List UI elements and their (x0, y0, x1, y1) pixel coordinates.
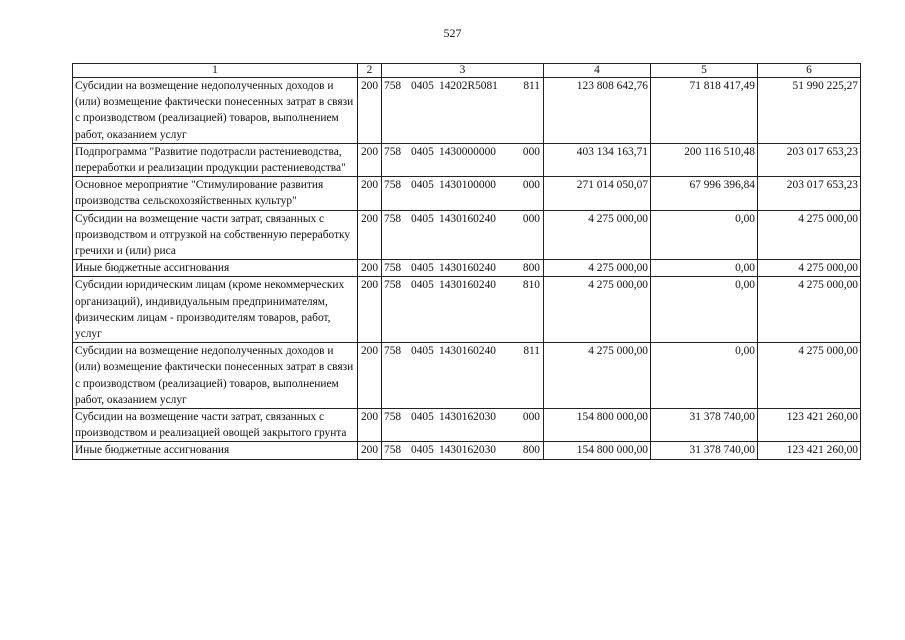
row-value-6: 203 017 653,23 (758, 177, 861, 210)
table-row (73, 409, 861, 442)
row-value-6: 123 421 260,00 (758, 442, 861, 459)
code-vr: 000 (522, 179, 540, 192)
row-name: Иные бюджетные ассигнования (73, 442, 358, 459)
row-code (382, 177, 544, 210)
code-rz: 0405 (411, 145, 434, 158)
code-vr: 810 (522, 279, 540, 292)
code-csr: 1430160240 (439, 212, 496, 225)
code-vr: 000 (522, 411, 540, 424)
code-csr: 1430160240 (439, 262, 496, 275)
code-vr: 811 (523, 345, 540, 358)
row-name: Иные бюджетные ассигнования (73, 260, 358, 277)
code-ved: 758 (384, 145, 402, 158)
code-ved: 758 (384, 179, 402, 192)
row-col2: 200 (358, 343, 382, 409)
column-header-3: 3 (382, 64, 544, 78)
row-col2: 200 (358, 143, 382, 176)
code-csr: 1430100000 (439, 179, 496, 192)
code-csr: 1430162030 (439, 444, 496, 457)
column-header-2: 2 (358, 64, 382, 78)
row-value-4: 4 275 000,00 (544, 343, 651, 409)
table-row (73, 260, 861, 277)
row-value-6: 4 275 000,00 (758, 260, 861, 277)
row-name: Субсидии на возмещение части затрат, связанных с производством и реализацией овощей закрытого грунта (73, 409, 358, 442)
row-name: Основное мероприятие "Стимулирование развития производства сельскохозяйственных культур" (73, 177, 358, 210)
table-row (73, 442, 861, 459)
code-csr: 1430160240 (439, 345, 496, 358)
row-value-6: 203 017 653,23 (758, 143, 861, 176)
row-value-6: 123 421 260,00 (758, 409, 861, 442)
row-name: Субсидии на возмещение недополученных доходов и (или) возмещение фактически понесенных затрат в связи с производством (реализацией) товаров, выполнением работ, оказанием услуг (73, 78, 358, 144)
code-csr: 1430162030 (439, 411, 496, 424)
row-value-5: 67 996 396,84 (651, 177, 758, 210)
row-value-4: 154 800 000,00 (544, 442, 651, 459)
row-value-4: 4 275 000,00 (544, 210, 651, 260)
row-value-4: 123 808 642,76 (544, 78, 651, 144)
code-ved: 758 (384, 262, 402, 275)
column-header-5: 5 (651, 64, 758, 78)
row-value-4: 403 134 163,71 (544, 143, 651, 176)
row-col2: 200 (358, 260, 382, 277)
row-col2: 200 (358, 277, 382, 343)
code-ved: 758 (384, 411, 402, 424)
code-vr: 000 (522, 145, 540, 158)
table-row (73, 143, 861, 176)
row-name: Подпрограмма "Развитие подотрасли растениеводства, переработки и реализации продукции растениеводства" (73, 143, 358, 176)
row-code (382, 210, 544, 260)
code-vr: 000 (522, 212, 540, 225)
row-name: Субсидии на возмещение недополученных доходов и (или) возмещение фактически понесенных затрат в связи с производством (реализацией) товаров, выполнением работ, оказанием услуг (73, 343, 358, 409)
row-col2: 200 (358, 409, 382, 442)
code-rz: 0405 (411, 411, 434, 424)
row-value-5: 0,00 (651, 210, 758, 260)
table-body (73, 78, 861, 460)
code-ved: 758 (384, 80, 402, 92)
column-header-1: 1 (73, 64, 358, 78)
code-rz: 0405 (411, 444, 434, 457)
row-value-4: 4 275 000,00 (544, 260, 651, 277)
code-vr: 811 (523, 80, 540, 92)
table-row (73, 343, 861, 409)
row-value-4: 271 014 050,07 (544, 177, 651, 210)
row-value-5: 0,00 (651, 260, 758, 277)
code-csr: 1430000000 (439, 145, 496, 158)
code-rz: 0405 (411, 262, 434, 275)
code-csr: 1430160240 (439, 279, 496, 292)
column-header-4: 4 (544, 64, 651, 78)
row-code (382, 260, 544, 277)
code-ved: 758 (384, 279, 402, 292)
table-row (73, 277, 861, 343)
row-code (382, 409, 544, 442)
row-col2: 200 (358, 442, 382, 459)
row-code (382, 277, 544, 343)
column-header-6: 6 (758, 64, 861, 78)
row-col2: 200 (358, 177, 382, 210)
code-ved: 758 (384, 345, 402, 358)
row-col2: 200 (358, 78, 382, 144)
row-name: Субсидии юридическим лицам (кроме некоммерческих организаций), индивидуальным предпринимателям, физическим лицам - производителям товаров, работ, услуг (73, 277, 358, 343)
row-value-5: 0,00 (651, 277, 758, 343)
row-value-5: 200 116 510,48 (651, 143, 758, 176)
row-value-5: 31 378 740,00 (651, 442, 758, 459)
code-ved: 758 (384, 444, 402, 457)
code-rz: 0405 (411, 345, 434, 358)
code-vr: 800 (522, 444, 540, 457)
row-code (382, 442, 544, 459)
code-rz: 0405 (411, 179, 434, 192)
row-value-5: 31 378 740,00 (651, 409, 758, 442)
row-value-5: 71 818 417,49 (651, 78, 758, 144)
row-name: Субсидии на возмещение части затрат, связанных с производством и отгрузкой на собственную переработку гречихи и (или) риса (73, 210, 358, 260)
code-csr: 14202R5081 (439, 80, 498, 92)
row-code (382, 78, 544, 144)
table-row (73, 78, 861, 144)
table-row (73, 210, 861, 260)
row-value-5: 0,00 (651, 343, 758, 409)
table-row (73, 177, 861, 210)
budget-table (72, 63, 861, 460)
code-ved: 758 (384, 212, 402, 225)
row-value-6: 4 275 000,00 (758, 277, 861, 343)
code-rz: 0405 (411, 80, 434, 92)
row-code (382, 343, 544, 409)
row-value-6: 4 275 000,00 (758, 210, 861, 260)
table-header-row (73, 64, 861, 78)
row-value-4: 4 275 000,00 (544, 277, 651, 343)
row-value-6: 51 990 225,27 (758, 78, 861, 144)
row-value-4: 154 800 000,00 (544, 409, 651, 442)
row-value-6: 4 275 000,00 (758, 343, 861, 409)
row-col2: 200 (358, 210, 382, 260)
code-vr: 800 (522, 262, 540, 275)
row-code (382, 143, 544, 176)
code-rz: 0405 (411, 279, 434, 292)
code-rz: 0405 (411, 212, 434, 225)
page-number: 527 (443, 26, 462, 40)
